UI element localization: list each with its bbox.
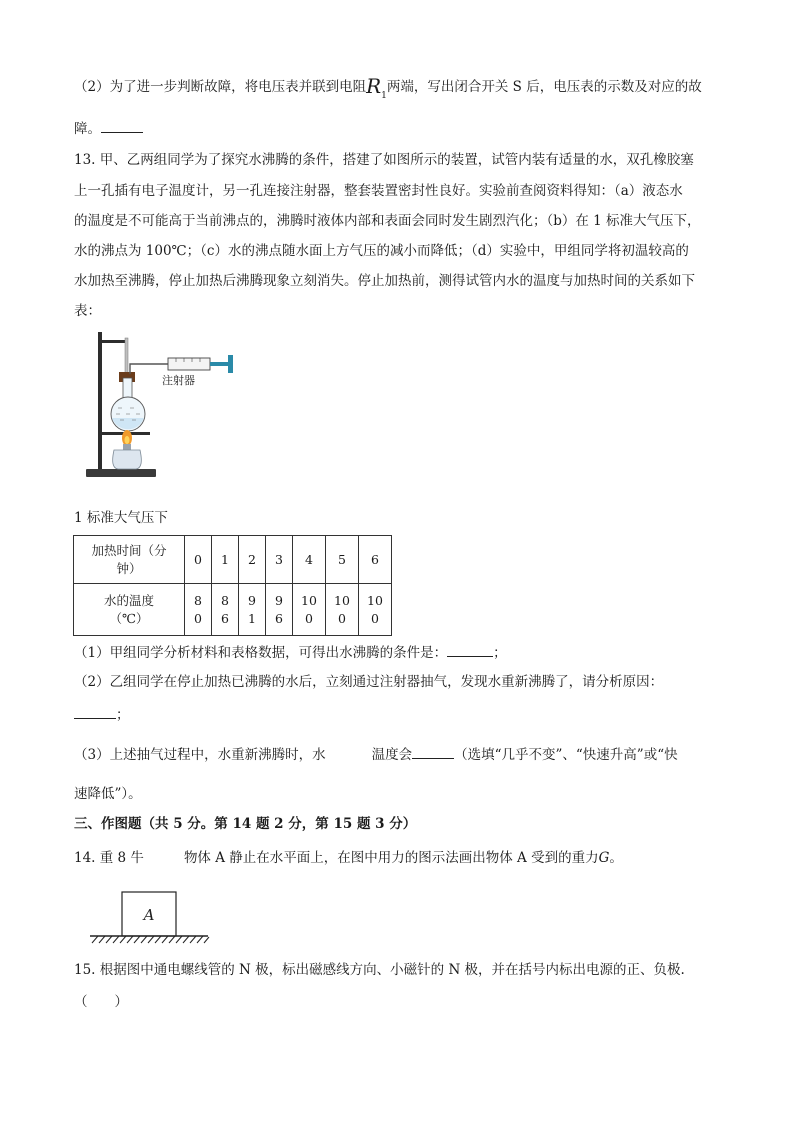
q13-sub3-cont: 速降低”）。 bbox=[74, 786, 142, 802]
time-header: 加热时间（分 钟） bbox=[74, 536, 185, 584]
q14-text: 14. 重 8 牛 物体 A 静止在水平面上，在图中用力的图示法画出物体 A 受到的重力G。 bbox=[74, 850, 623, 866]
flame-core bbox=[125, 436, 130, 444]
table-caption: 1 标准大气压下 bbox=[74, 510, 168, 526]
time-cell: 6 bbox=[359, 536, 392, 584]
q12-line2: 障。 bbox=[74, 118, 143, 139]
resistor-symbol: $R_1$ bbox=[366, 74, 387, 101]
time-cell: 1 bbox=[212, 536, 239, 584]
time-cell: 3 bbox=[266, 536, 293, 584]
temp-header: 水的温度 （℃） bbox=[74, 584, 185, 636]
alcohol-burner bbox=[113, 450, 142, 469]
temp-cell: 10 0 bbox=[326, 584, 359, 636]
syringe-plunger bbox=[210, 362, 228, 366]
syringe-handle bbox=[228, 355, 233, 373]
water bbox=[112, 418, 144, 429]
temperature-table bbox=[73, 535, 392, 636]
q13-line: 表： bbox=[74, 303, 101, 319]
stand-base bbox=[86, 469, 156, 477]
temp-cell: 9 6 bbox=[266, 584, 293, 636]
apparatus-figure bbox=[78, 328, 248, 480]
q15-text: 15. 根据图中通电螺线管的 N 极，标出磁感线方向、小磁针的 N 极，并在括号内标出电源的正、负极. bbox=[74, 962, 685, 978]
section-title: 三、作图题（共 5 分。第 14 题 2 分，第 15 题 3 分） bbox=[74, 816, 417, 832]
time-cell: 4 bbox=[293, 536, 326, 584]
q13-sub2: （2）乙组同学在停止加热已沸腾的水后，立刻通过注射器抽气，发现水重新沸腾了，请分析原因： bbox=[74, 674, 664, 690]
q13-line: 上一孔插有电子温度计，另一孔连接注射器，整套装置密封性良好。实验前查阅资料得知：（a）液态水 bbox=[74, 183, 683, 199]
connecting-tube bbox=[130, 364, 168, 374]
q13-sub2-answer: ； bbox=[74, 704, 130, 725]
q13-sub3: （3）上述抽气过程中，水重新沸腾时，水 温度会 （选填“几乎不变”、“快速升高”或“快 bbox=[74, 744, 678, 765]
stand-rod bbox=[98, 332, 102, 470]
q13-line: 水的沸点为 100℃；（c）水的沸点随水面上方气压的减小而降低；（d）实验中，甲组同学将初温较高的 bbox=[74, 243, 689, 259]
temp-cell: 10 0 bbox=[293, 584, 326, 636]
temp-cell: 8 6 bbox=[212, 584, 239, 636]
q12-line1-a: （2）为了进一步判断故障，将电压表并联到电阻 bbox=[74, 79, 367, 95]
burner-wick bbox=[123, 444, 131, 450]
time-cell: 0 bbox=[185, 536, 212, 584]
ground-hatch bbox=[92, 936, 209, 943]
temp-cell: 8 0 bbox=[185, 584, 212, 636]
answer-blank[interactable] bbox=[412, 744, 454, 759]
answer-blank[interactable] bbox=[101, 118, 143, 133]
answer-blank[interactable] bbox=[447, 642, 493, 657]
time-cell: 5 bbox=[326, 536, 359, 584]
temp-cell: 10 0 bbox=[359, 584, 392, 636]
syringe-barrel bbox=[168, 358, 210, 370]
answer-blank[interactable] bbox=[74, 704, 116, 719]
q15-bracket[interactable]: （ ） bbox=[74, 994, 128, 1010]
q13-line: 水加热至沸腾，停止加热后沸腾现象立刻消失。停止加热前，测得试管内水的温度与加热时间的关系如下 bbox=[74, 273, 695, 289]
syringe-label: 注射器 bbox=[162, 374, 195, 387]
block-figure bbox=[88, 888, 212, 944]
temp-cell: 9 1 bbox=[239, 584, 266, 636]
clamp-arm bbox=[98, 340, 128, 343]
q13-line: 的温度是不可能高于当前沸点的，沸腾时液体内部和表面会同时发生剧烈汽化；（b）在 1 标准大气压下， bbox=[74, 213, 701, 229]
q12-line1 bbox=[74, 74, 702, 104]
time-cell: 2 bbox=[239, 536, 266, 584]
table-row bbox=[74, 536, 392, 584]
table-row bbox=[74, 584, 392, 636]
q13-sub1: （1）甲组同学分析材料和表格数据，可得出水沸腾的条件是： ； bbox=[74, 642, 507, 663]
block-label: A bbox=[143, 906, 155, 924]
q13-line: 13. 甲、乙两组同学为了探究水沸腾的条件，搭建了如图所示的装置，试管内装有适量的水，双孔橡胶塞 bbox=[74, 152, 694, 168]
q12-line1-b: 两端，写出闭合开关 S 后，电压表的示数及对应的故 bbox=[386, 79, 702, 95]
